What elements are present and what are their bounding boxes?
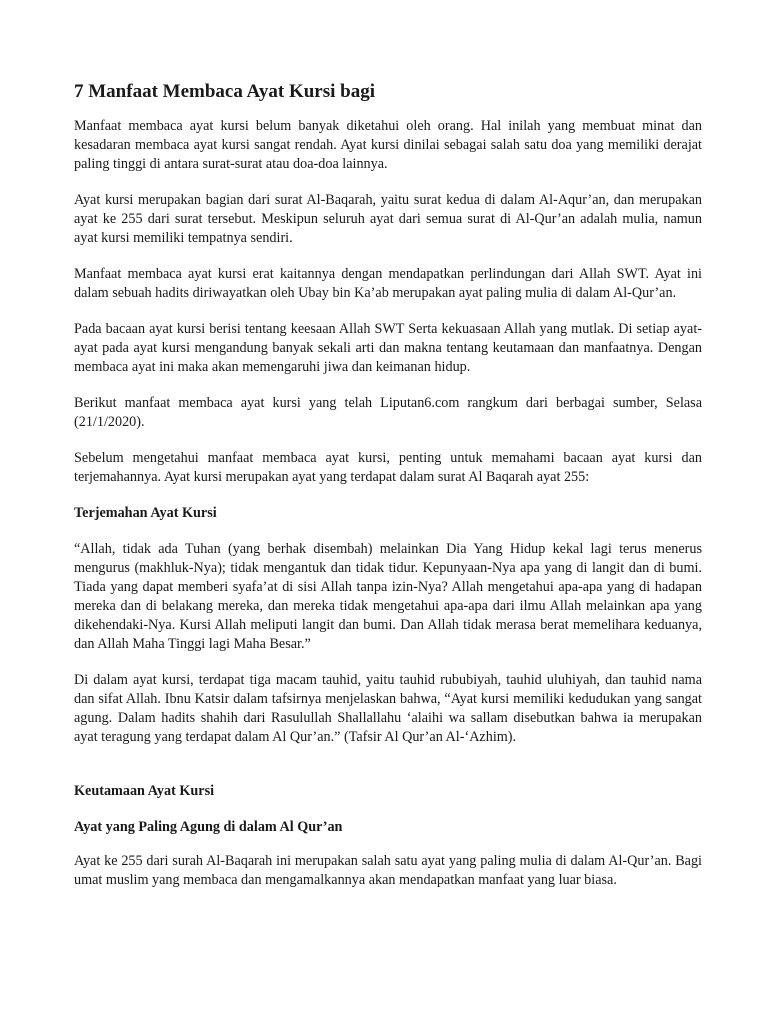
document-title: 7 Manfaat Membaca Ayat Kursi bagi (74, 81, 375, 102)
paragraph-tauhid: Di dalam ayat kursi, terdapat tiga macam tauhid, yaitu tauhid rububiyah, tauhid uluhiyah, dan tauhid nama dan sifat Allah. Ibnu Katsir dalam tafsirnya menjelaskan bahwa, “Ayat kursi memiliki kedudukan yang sangat agung. Dalam hadits shahih dari Rasulullah Shallallahu ‘alaihi wa sallam disebutkan bahwa ia merupakan ayat teragung yang terdapat dalam Al Qur’an.” (Tafsir Al Qur’an Al-‘Azhim). (74, 672, 702, 745)
heading-keutamaan: Keutamaan Ayat Kursi (74, 783, 215, 799)
paragraph-perlindungan: Manfaat membaca ayat kursi erat kaitannya dengan mendapatkan perlindungan dari Allah SWT. Ayat ini dalam sebuah hadits diriwayatkan oleh Ubay bin Ka’ab merupakan ayat paling mulia di dalam Al-Qur’an. (74, 266, 702, 301)
paragraph-ayat-255: Ayat ke 255 dari surah Al-Baqarah ini merupakan salah satu ayat yang paling mulia di dalam Al-Qur’an. Bagi umat muslim yang membaca dan mengamalkannya akan mendapatkan manfaat yang luar biasa. (74, 853, 702, 888)
paragraph-intro: Manfaat membaca ayat kursi belum banyak diketahui oleh orang. Hal inilah yang membuat minat dan kesadaran membaca ayat kursi sangat rendah. Ayat kursi dinilai sebagai salah satu doa yang memiliki derajat paling tinggi di antara surat-surat atau doa-doa lainnya. (74, 118, 702, 172)
paragraph-keesaan: Pada bacaan ayat kursi berisi tentang keesaan Allah SWT Serta kekuasaan Allah yang mutlak. Di setiap ayat-ayat pada ayat kursi mengandung banyak sekali arti dan makna tentang keutamaan dan manfaatnya. Dengan membaca ayat ini maka akan memengaruhi jiwa dan keimanan hidup. (74, 321, 702, 375)
paragraph-sebelum: Sebelum mengetahui manfaat membaca ayat kursi, penting untuk memahami bacaan ayat kursi dan terjemahannya. Ayat kursi merupakan ayat yang terdapat dalam surat Al Baqarah ayat 255: (74, 450, 702, 485)
document-page (74, 80, 702, 907)
heading-ayat-paling-agung: Ayat yang Paling Agung di dalam Al Qur’an (74, 819, 343, 835)
paragraph-liputan6: Berikut manfaat membaca ayat kursi yang telah Liputan6.com rangkum dari berbagai sumber, Selasa (21/1/2020). (74, 395, 702, 430)
paragraph-al-baqarah: Ayat kursi merupakan bagian dari surat Al-Baqarah, yaitu surat kedua di dalam Al-Aqur’an, dan merupakan ayat ke 255 dari surat tersebut. Meskipun seluruh ayat dari semua surat di Al-Qur’an adalah mulia, namun ayat kursi memiliki tempatnya sendiri. (74, 192, 702, 246)
paragraph-terjemahan: “Allah, tidak ada Tuhan (yang berhak disembah) melainkan Dia Yang Hidup kekal lagi terus menerus mengurus (makhluk-Nya); tidak mengantuk dan tidak tidur. Kepunyaan-Nya apa yang di langit dan di bumi. Tiada yang dapat memberi syafa’at di sisi Allah tanpa izin-Nya? Allah mengetahui apa-apa yang di hadapan mereka dan di belakang mereka, dan mereka tidak mengetahui apa-apa dari ilmu Allah melainkan apa yang dikehendaki-Nya. Kursi Allah meliputi langit dan bumi. Dan Allah tidak merasa berat memelihara keduanya, dan Allah Maha Tinggi lagi Maha Besar.” (74, 541, 702, 652)
heading-terjemahan: Terjemahan Ayat Kursi (74, 505, 217, 521)
